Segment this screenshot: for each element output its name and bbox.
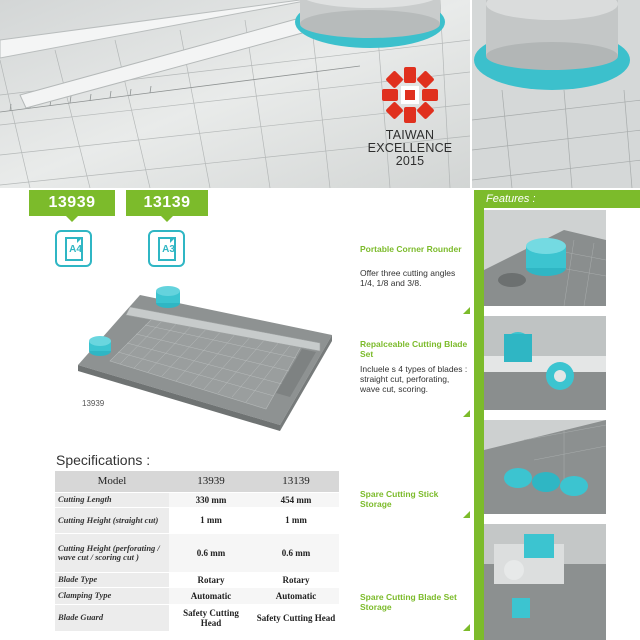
specifications-title: Specifications :: [56, 452, 151, 468]
feature-title-stick-storage: Spare Cutting Stick Storage: [360, 489, 439, 509]
row-value-13939: Rotary: [169, 572, 253, 587]
feature-title-blade-set: Repalceable Cutting Blade Set: [360, 339, 468, 359]
row-value-13139: 1 mm: [253, 507, 339, 533]
cutting-stick-storage-photo: [484, 420, 606, 514]
header-13139: 13139: [253, 471, 339, 492]
corner-rounder-photo: [484, 210, 606, 306]
row-label: Clamping Type: [55, 587, 169, 604]
paper-trimmer-product-image: [70, 285, 340, 435]
row-label: Blade Type: [55, 572, 169, 587]
table-row: [55, 587, 339, 604]
specifications-table: [55, 471, 339, 631]
row-value-13939: 1 mm: [169, 507, 253, 533]
feature-title-corner-rounder: Portable Corner Rounder: [360, 244, 462, 254]
corner-arrow-icon: [463, 307, 470, 314]
blade-set-storage-photo: [484, 524, 606, 640]
row-value-13939: 330 mm: [169, 492, 253, 507]
table-row: [55, 507, 339, 533]
taiwan-excellence-logo: [365, 65, 455, 168]
a4-paper-icon: [55, 230, 92, 267]
row-label: Cutting Length: [55, 492, 169, 507]
header-13939: 13939: [169, 471, 253, 492]
row-value-13139: Automatic: [253, 587, 339, 604]
features-green-bar: [474, 190, 484, 640]
row-value-13139: Rotary: [253, 572, 339, 587]
row-value-13939: Safety Cutting Head: [169, 604, 253, 631]
closeup-photo: [470, 0, 640, 188]
a3-label: A3: [162, 244, 175, 255]
logo-line-1: TAIWAN: [385, 128, 435, 142]
row-label: Cutting Height (straight cut): [55, 507, 169, 533]
feature-desc-blade-set: Incluele s 4 types of blades : straight cut, perforating, wave cut, scoring.: [360, 364, 468, 394]
table-row: [55, 492, 339, 507]
table-header-row: [55, 471, 339, 492]
hero-banner: [0, 0, 640, 188]
logo-line-3: 2015: [395, 154, 425, 168]
row-value-13939: 0.6 mm: [169, 533, 253, 572]
table-row: [55, 533, 339, 572]
table-row: [55, 572, 339, 587]
row-label: Cutting Height (perforating / wave cut / scoring cut ): [55, 533, 169, 572]
cutting-mat-photo: [0, 0, 470, 188]
model-tab-13939: 13939: [29, 190, 115, 216]
product-caption: 13939: [82, 399, 105, 408]
corner-arrow-icon: [463, 511, 470, 518]
row-label: Blade Guard: [55, 604, 169, 631]
row-value-13139: 454 mm: [253, 492, 339, 507]
feature-desc-corner-rounder: Offer three cutting angles 1/4, 1/8 and 3/8.: [360, 268, 456, 288]
model-tab-13139: 13139: [126, 190, 208, 216]
a4-label: A4: [69, 244, 82, 255]
header-model: Model: [55, 471, 169, 492]
table-row: [55, 604, 339, 631]
corner-arrow-icon: [463, 410, 470, 417]
blade-set-photo: [484, 316, 606, 410]
corner-arrow-icon: [463, 624, 470, 631]
feature-title-blade-storage: Spare Cutting Blade Set Storage: [360, 592, 457, 612]
taiwan-excellence-emblem-icon: [380, 65, 440, 125]
row-value-13139: Safety Cutting Head: [253, 604, 339, 631]
row-value-13139: 0.6 mm: [253, 533, 339, 572]
row-value-13939: Automatic: [169, 587, 253, 604]
logo-line-2: EXCELLENCE: [367, 141, 453, 155]
a3-paper-icon: [148, 230, 185, 267]
features-title: Features :: [486, 193, 536, 205]
